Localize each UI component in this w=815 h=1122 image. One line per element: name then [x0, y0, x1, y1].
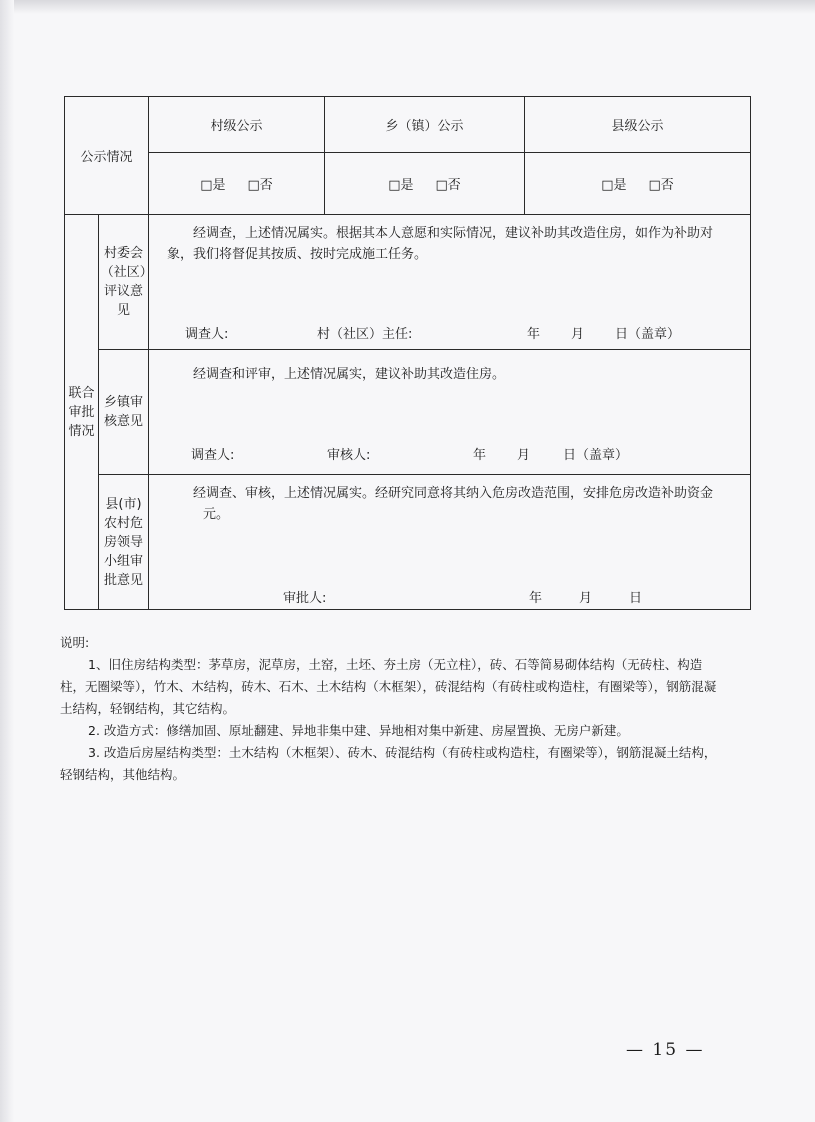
county-approval-text: 经调查、审核，上述情况属实。经研究同意将其纳入危房改造范围，安排危房改造补助资金元。	[193, 486, 714, 522]
township-year: 年	[473, 448, 487, 463]
township-no-checkbox[interactable]: □否	[435, 178, 461, 193]
village-committee-opinion[interactable]	[149, 215, 751, 350]
note-item-3: 3. 改造后房屋结构类型：土木结构（木框架）、砖木、砖混结构（有砖柱或构造柱，有圈梁等），钢筋混凝土结构，轻钢结构，其他结构。	[60, 745, 717, 782]
township-publicity-options	[325, 153, 525, 215]
village-publicity-options	[149, 153, 325, 215]
county-approval-label: 县(市)农村危房领导小组审批意见	[99, 475, 149, 610]
township-review-label: 乡镇审核意见	[99, 350, 149, 475]
page-number: — 15 —	[626, 1040, 705, 1060]
note-item-2: 2. 改造方式：修缮加固、原址翻建、异地非集中建、异地相对集中新建、房屋置换、无房户新建。	[88, 723, 629, 738]
village-no-checkbox[interactable]: □否	[247, 178, 273, 193]
county-month: 月	[579, 591, 593, 606]
scan-edge-top	[0, 0, 815, 14]
publicity-row-label: 公示情况	[65, 97, 149, 215]
notes-title: 说明:	[60, 635, 90, 650]
county-approval-opinion[interactable]	[149, 475, 751, 610]
approval-form-table	[64, 96, 751, 610]
township-reviewer-label: 审核人:	[327, 448, 371, 463]
county-yes-checkbox[interactable]: □是	[601, 178, 627, 193]
county-publicity-header: 县级公示	[525, 97, 751, 153]
township-month: 月	[517, 448, 531, 463]
village-investigator-label: 调查人:	[185, 327, 229, 342]
village-director-label: 村（社区）主任:	[317, 327, 413, 342]
joint-approval-label: 联合审批情况	[65, 215, 99, 610]
village-yes-checkbox[interactable]: □是	[200, 178, 226, 193]
county-approver-label: 审批人:	[283, 591, 327, 606]
village-committee-text: 经调查，上述情况属实。根据其本人意愿和实际情况，建议补助其改造住房，如作为补助对象，我们将督促其按质、按时完成施工任务。	[167, 226, 714, 262]
township-investigator-label: 调查人:	[191, 448, 235, 463]
village-committee-label: 村委会（社区）评议意见	[99, 215, 149, 350]
county-year: 年	[529, 591, 543, 606]
county-day: 日	[629, 591, 643, 606]
note-item-1: 1、旧住房结构类型：茅草房，泥草房，土窑，土坯、夯土房（无立柱），砖、石等简易砌体结构（无砖柱、构造柱，无圈梁等），竹木、木结构，砖木、石木、土木结构（木框架），砖混结构（有砖柱或构造柱，有圈梁等），钢筋混凝土结构，轻钢结构，其它结构。	[60, 657, 717, 716]
village-day-seal: 日（盖章）	[615, 327, 681, 342]
village-year: 年	[527, 327, 541, 342]
township-publicity-header: 乡（镇）公示	[325, 97, 525, 153]
scan-edge-left	[0, 0, 14, 1122]
county-publicity-options	[525, 153, 751, 215]
county-no-checkbox[interactable]: □否	[648, 178, 674, 193]
township-review-opinion[interactable]	[149, 350, 751, 475]
township-review-text: 经调查和评审，上述情况属实，建议补助其改造住房。	[193, 367, 506, 382]
village-publicity-header: 村级公示	[149, 97, 325, 153]
township-day-seal: 日（盖章）	[563, 448, 629, 463]
township-yes-checkbox[interactable]: □是	[388, 178, 414, 193]
village-month: 月	[571, 327, 585, 342]
notes-section	[60, 632, 720, 786]
